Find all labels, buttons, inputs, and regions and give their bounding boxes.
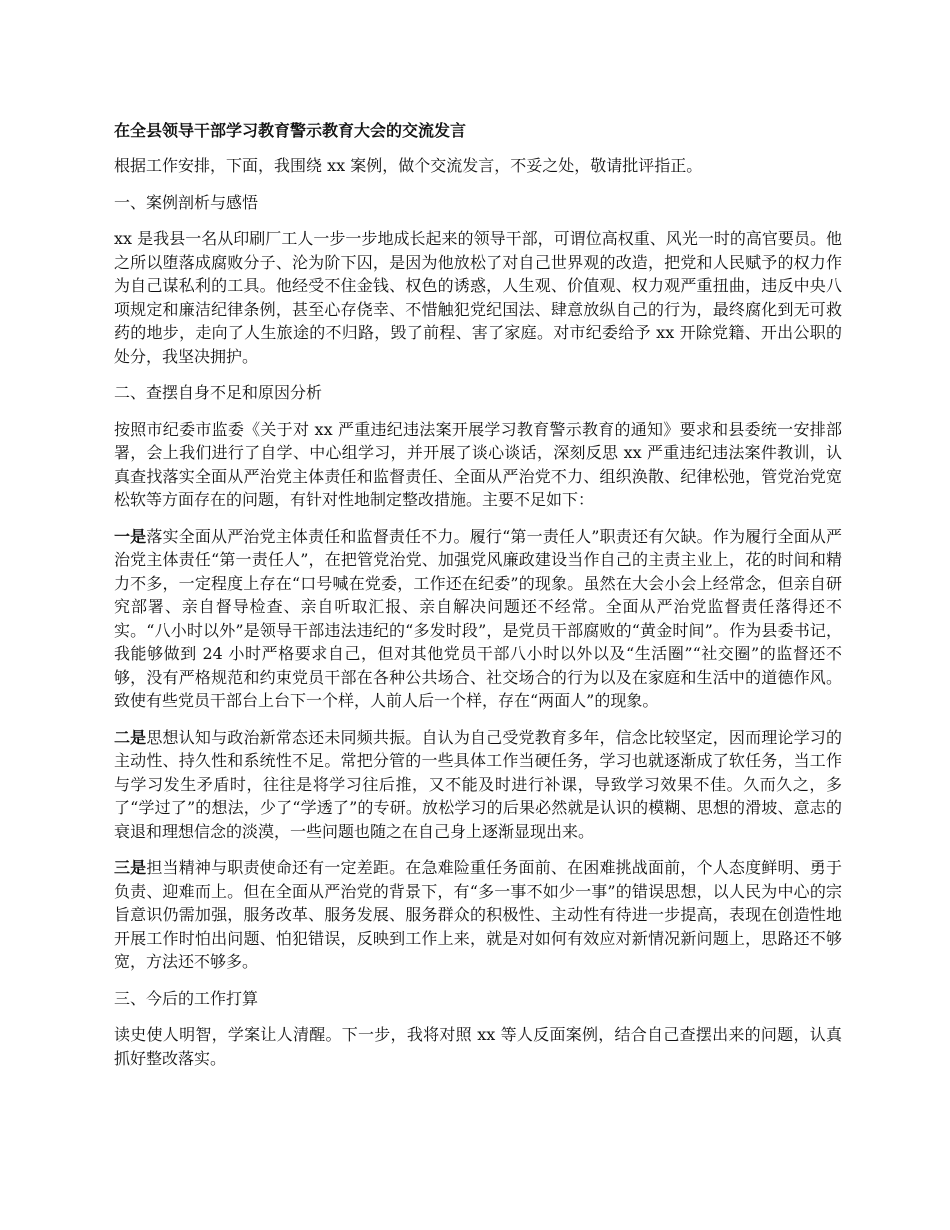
item-2-lead: 二是	[114, 727, 147, 747]
shortcoming-item-2	[114, 726, 842, 844]
document-title: 在全县领导干部学习教育警示教育大会的交流发言	[114, 121, 467, 140]
section-2-body: 按照市纪委市监委《关于对 xx 严重违纪违法案开展学习教育警示教育的通知》要求和县委统一安排部署，会上我们进行了自学、中心组学习，并开展了谈心谈话，深刻反思 xx 严重违纪违法案件教训，认真查找落实全面从严治党主体责任和监督责任、全面从严治党不力、组织涣散、纪律松弛，管党治党宽松软等方面存在的问题，有针对性地制定整改措施。主要不足如下：	[114, 419, 842, 509]
section-1-heading: 一、案例剖析与感悟	[114, 192, 259, 212]
section-3-body: 读史使人明智，学案让人清醒。下一步，我将对照 xx 等人反面案例，结合自己查摆出来的问题，认真抓好整改落实。	[114, 1025, 842, 1068]
section-2-heading: 二、查摆自身不足和原因分析	[114, 383, 323, 402]
item-3-text: 担当精神与职责使命还有一定差距。在急难险重任务面前、在困难挑战面前，个人态度鲜明、勇于负责、迎难而上。但在全面从严治党的背景下，有“多一事不如少一事”的错误思想，以人民为中心的宗旨意识仍需加强，服务改革、服务发展、服务群众的积极性、主动性有待进一步提高，表现在创造性地开展工作时怕出问题、怕犯错误，反映到工作上来，就是对如何有效应对新情况新问题上，思路还不够宽，方法还不够多。	[114, 858, 842, 971]
item-3-lead: 三是	[114, 858, 147, 877]
item-2-text: 思想认知与政治新常态还未同频共振。自认为自己受党教育多年，信念比较坚定，因而理论学习的主动性、持久性和系统性不足。常把分管的一些具体工作当硬任务，学习也就逐渐成了软任务，当工作与学习发生矛盾时，往往是将学习往后推，又不能及时进行补课，导致学习效果不佳。久而久之，多了“学过了”的想法，少了“学透了”的专研。放松学习的后果必然就是认识的模糊、思想的滑坡、意志的衰退和理想信念的淡漠，一些问题也随之在自己身上逐渐显现出来。	[114, 727, 842, 841]
section-1-body: xx 是我县一名从印刷厂工人一步一步地成长起来的领导干部，可谓位高权重、风光一时的高官要员。他之所以堕落成腐败分子、沦为阶下囚，是因为他放松了对自己世界观的改造，把党和人民赋予的权力作为自己谋私利的工具。他经受不住金钱、权色的诱惑，人生观、价值观、权力观严重扭曲，违反中央八项规定和廉洁纪律条例，甚至心存侥幸、不惜触犯党纪国法、肆意放纵自己的行为，最终腐化到无可救药的地步，走向了人生旅途的不归路，毁了前程、害了家庭。对市纪委给予 xx 开除党籍、开出公职的处分，我坚决拥护。	[114, 229, 842, 366]
shortcoming-item-1	[114, 525, 842, 713]
item-1-text: 落实全面从严治党主体责任和监督责任不力。履行“第一责任人”职责还有欠缺。作为履行全面从严治党主体责任“第一责任人”，在把管党治党、加强党风廉政建设当作自己的主责主业上，花的时间和精力不多，一定程度上存在“口号喊在党委，工作还在纪委”的现象。虽然在大会小会上经常念，但亲自研究部署、亲自督导检查、亲自听取汇报、亲自解决问题还不经常。全面从严治党监督责任落得还不实。“八小时以外”是领导干部违法违纪的“多发时段”，是党员干部腐败的“黄金时间”。作为县委书记，我能够做到 24 小时严格要求自己，但对其他党员干部八小时以外以及“生活圈”“社交圈”的监督还不够，没有严格规范和约束党员干部在各种公共场合、社交场合的行为以及在家庭和生活中的道德作风。致使有些党员干部台上台下一个样，人前人后一个样，存在“两面人”的现象。	[114, 526, 842, 710]
document-page	[114, 120, 842, 1083]
shortcoming-item-3	[114, 856, 842, 974]
section-3-heading: 三、今后的工作打算	[114, 988, 259, 1008]
item-1-lead: 一是	[114, 526, 147, 546]
intro-paragraph: 根据工作安排，下面，我围绕 xx 案例，做个交流发言，不妥之处，敬请批评指正。	[114, 156, 703, 175]
